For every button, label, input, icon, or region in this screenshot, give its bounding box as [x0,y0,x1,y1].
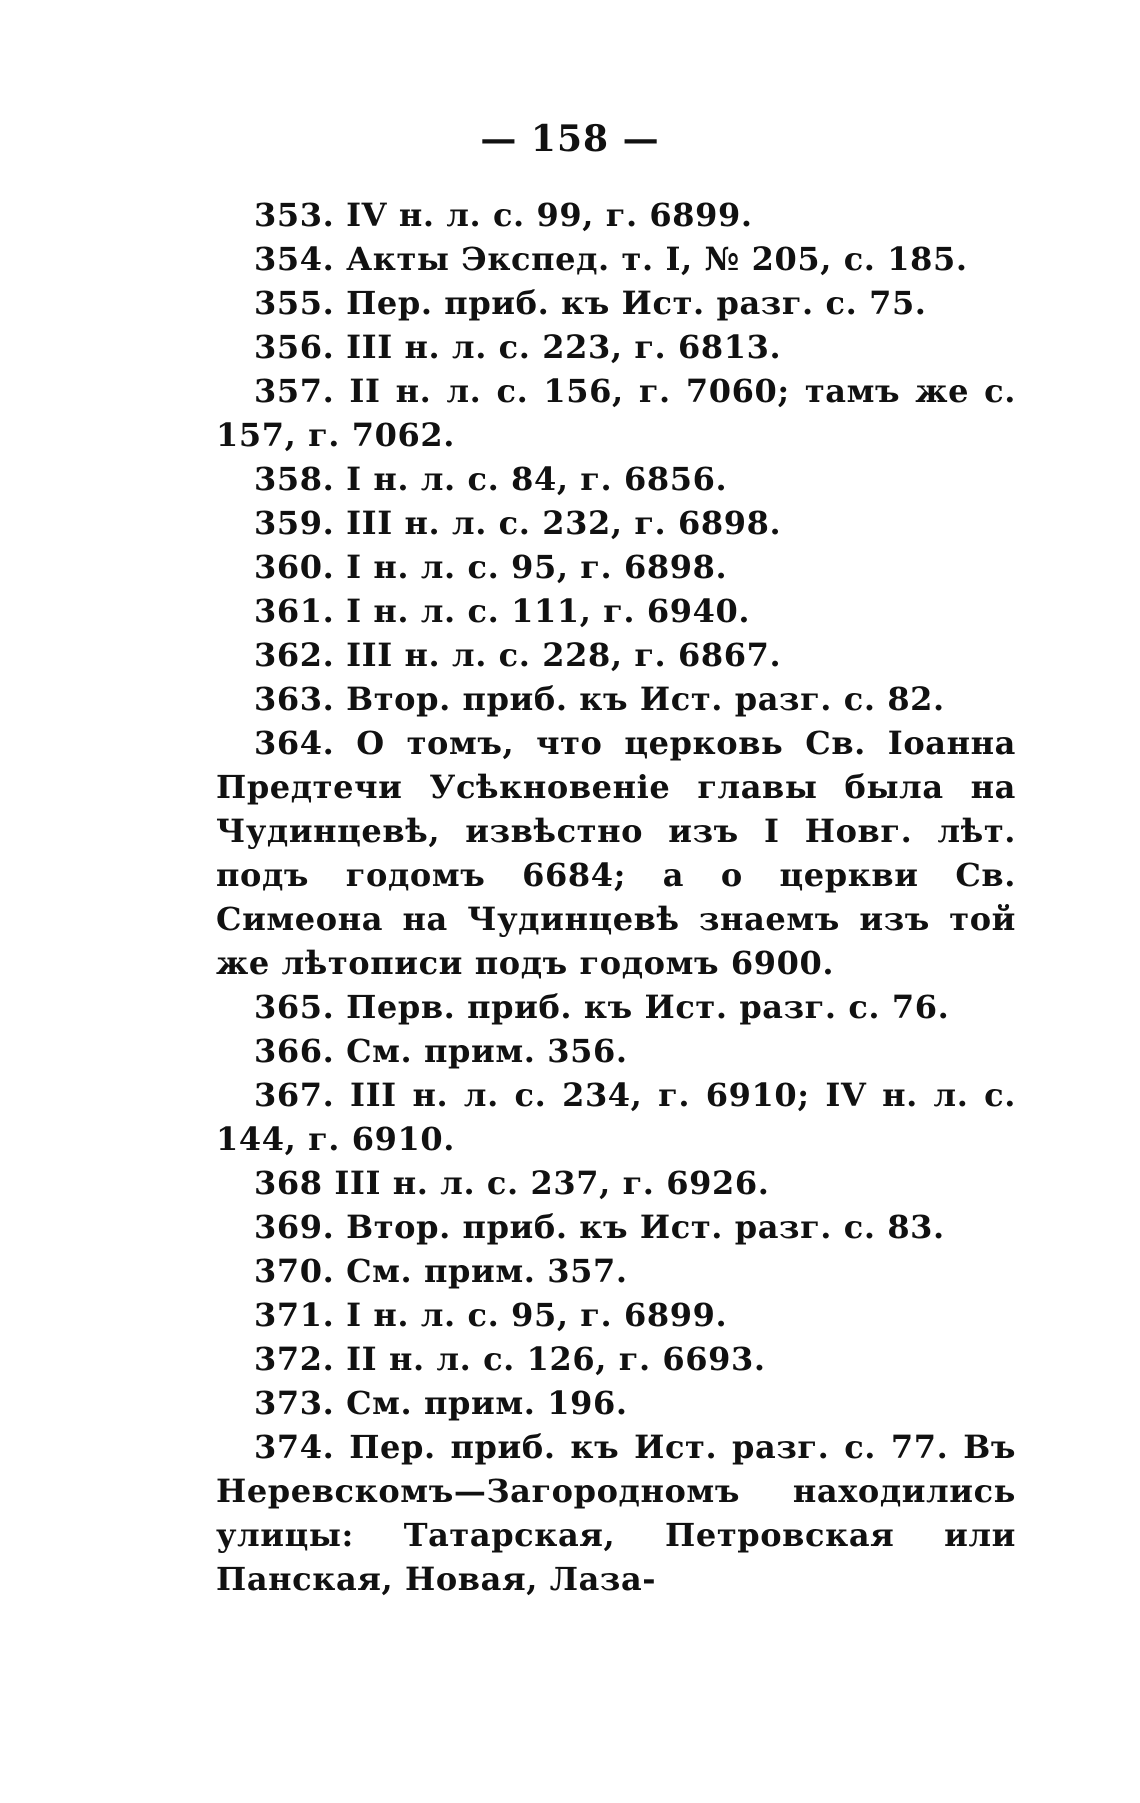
note-366: 366. См. прим. 356. [254,1032,628,1070]
note-357: 357. II н. л. с. 156, г. 7060; тамъ же с. 157, г. 7062. [216,372,1016,454]
note-371: 371. I н. л. с. 95, г. 6899. [254,1296,728,1334]
note-364: 364. О томъ, что церковь Св. Іоанна Предтечи Усѣкновеніе главы была на Чудинцевѣ, извѣстно изъ I Новг. лѣт. подъ годомъ 6684; а о церкви Св. Симеона на Чудинцевѣ знаемъ изъ той же лѣтописи подъ годомъ 6900. [216,724,1016,982]
note-374: 374. Пер. приб. къ Ист. разг. с. 77. Въ Неревскомъ—Загородномъ находились улицы: Татарская, Петровская или Панская, Новая, Лаза- [216,1428,1016,1598]
note-354: 354. Акты Экспед. т. I, № 205, с. 185. [254,240,968,278]
note-358: 358. I н. л. с. 84, г. 6856. [254,460,728,498]
note-361: 361. I н. л. с. 111, г. 6940. [254,592,751,630]
note-365: 365. Перв. приб. къ Ист. разг. с. 76. [254,988,950,1026]
note-370: 370. См. прим. 357. [254,1252,628,1290]
page-number: — 158 — [480,118,660,160]
note-353: 353. IV н. л. с. 99, г. 6899. [254,196,753,234]
note-359: 359. III н. л. с. 232, г. 6898. [254,504,782,542]
note-356: 356. III н. л. с. 223, г. 6813. [254,328,782,366]
note-367: 367. III н. л. с. 234, г. 6910; IV н. л. с. 144, г. 6910. [216,1076,1016,1158]
note-373: 373. См. прим. 196. [254,1384,628,1422]
note-360: 360. I н. л. с. 95, г. 6898. [254,548,728,586]
note-369: 369. Втор. приб. къ Ист. разг. с. 83. [254,1208,945,1246]
note-355: 355. Пер. приб. къ Ист. разг. с. 75. [254,284,927,322]
note-362: 362. III н. л. с. 228, г. 6867. [254,636,782,674]
note-372: 372. II н. л. с. 126, г. 6693. [254,1340,766,1378]
note-368: 368 III н. л. с. 237, г. 6926. [254,1164,770,1202]
note-363: 363. Втор. приб. къ Ист. разг. с. 82. [254,680,945,718]
notes-list [216,193,1016,1601]
